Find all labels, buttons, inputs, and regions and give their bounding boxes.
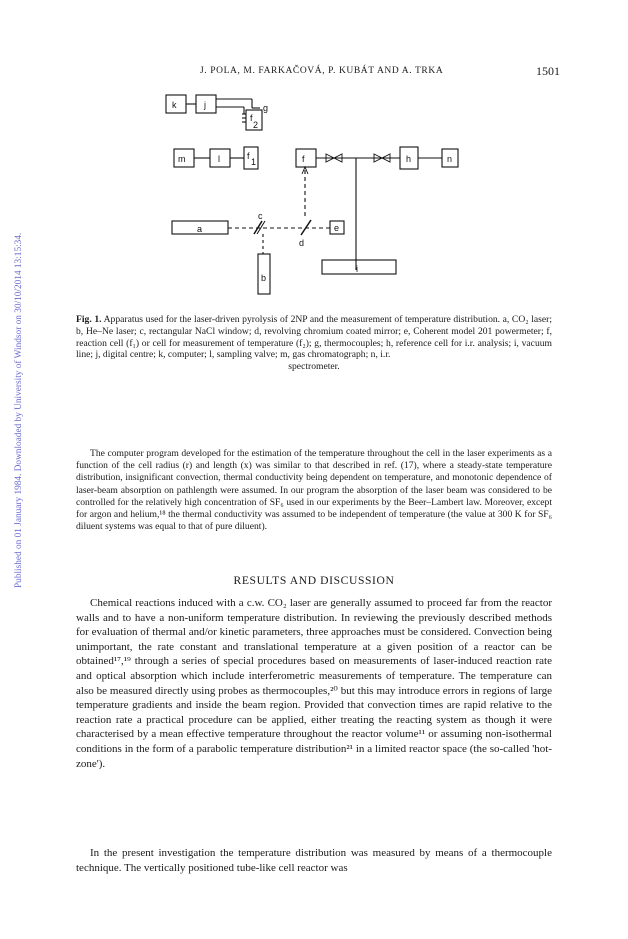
label-f: f [302, 154, 305, 164]
label-h: h [406, 154, 412, 164]
caption-last-line: spectrometer. [288, 361, 340, 373]
label-f1: f [247, 151, 250, 161]
section-heading: RESULTS AND DISCUSSION [233, 574, 395, 587]
label-j: j [204, 100, 206, 110]
download-notice [2, 148, 24, 588]
label-d: d [299, 238, 305, 248]
figure-caption [76, 314, 552, 373]
label-i: i [356, 264, 358, 274]
paragraph-present-investigation: In the present investigation the temperature distribution was measured by means of a thermocouple technique. The vertically positioned tube-like cell reactor was [76, 847, 552, 874]
label-l: l [218, 154, 220, 164]
label-e: e [334, 223, 340, 233]
caption-label: Fig. 1. [76, 314, 102, 325]
page-header [70, 66, 560, 80]
label-c: c [258, 211, 263, 221]
label-m: m [178, 154, 186, 164]
apparatus-figure [160, 88, 470, 312]
label-a: a [197, 224, 203, 234]
paragraph-results: Chemical reactions induced with a c.w. CO₂ laser are generally assumed to proceed far from the reactor walls and to have a non-uniform temperature distribution. In reviewing the previously described methods for evaluation of thermal and/or kinetic parameters, three approaches must be considered. Convection being unimportant, the rate constant and translational temperature at a given position of a reactor can be obtained¹⁷,¹⁹ through a series of special procedures based on measurements of laser-induced reaction rate and optical absorption which include interferometric measurements of temperature. The temperature can also be measured directly using probes as thermocouples,²⁰ but this may introduce errors in regions of large temperature gradients and inside the beam region. Provided that convection times are rapid relative to the reaction rate a practical procedure can be applied, either treating the reacting system as though it were characterised by a mean effective temperature throughout the reactor volume¹¹ or assuming non-isothermal conditions in the form of a parabolic temperature distribution²¹ in a limited reactor space (the so-called 'hot-zone'). [76, 597, 552, 770]
running-head: J. POLA, M. FARKAČOVÁ, P. KUBÁT AND A. TRKA [200, 66, 444, 76]
paragraph-program: The computer program developed for the estimation of the temperature throughout the cell in the laser experiments as a function of the cell radius (r) and length (x) was similar to that described in ref. (17), where a steady-state temperature distribution, insignificant convection, thermal conductivity being dependent on temperature, and monotonic dependence of laser-beam absorption on pathlength were assumed. In our program the absorption of the laser beam was considered to be controlled for the relatively high concentration of SF₆ used in our experiments by the Beer–Lambert law. Moreover, except for argon and helium,¹⁸ the thermal conductivity was assumed to be independent of temperature (the value at 300 K for SF₆ diluent systems was equal to that of pure diluent). [76, 448, 552, 533]
label-g: g [263, 103, 269, 113]
label-f2: f [250, 113, 253, 123]
page-number: 1501 [536, 64, 560, 78]
label-b: b [261, 273, 267, 283]
box-i [322, 260, 396, 274]
label-n: n [447, 154, 453, 164]
caption-text: Apparatus used for the laser-driven pyrolysis of 2NP and the measurement of temperature distribution. a, CO₂ laser; b, He–Ne laser; c, rectangular NaCl window; d, revolving chromium coated mirror; e, Coherent model 201 powermeter; f, reaction cell (f₁) or cell for measurement of temperature (f₂); g, thermocouples; h, reference cell for i.r. analysis; i, vacuum line; j, digital centre; k, computer; l, sampling valve; m, gas chromatograph; n, i.r. [76, 314, 552, 361]
box-f [296, 149, 316, 167]
label-f1-sub: 1 [251, 157, 257, 167]
label-f2-sub: 2 [253, 120, 259, 130]
box-j [196, 95, 216, 113]
download-notice-text: Published on 01 January 1984. Downloaded by University of Windsor on 30/10/2014 13:15:34. [14, 232, 24, 588]
box-l [210, 149, 230, 167]
mirror-d [301, 220, 311, 235]
label-k: k [172, 100, 177, 110]
